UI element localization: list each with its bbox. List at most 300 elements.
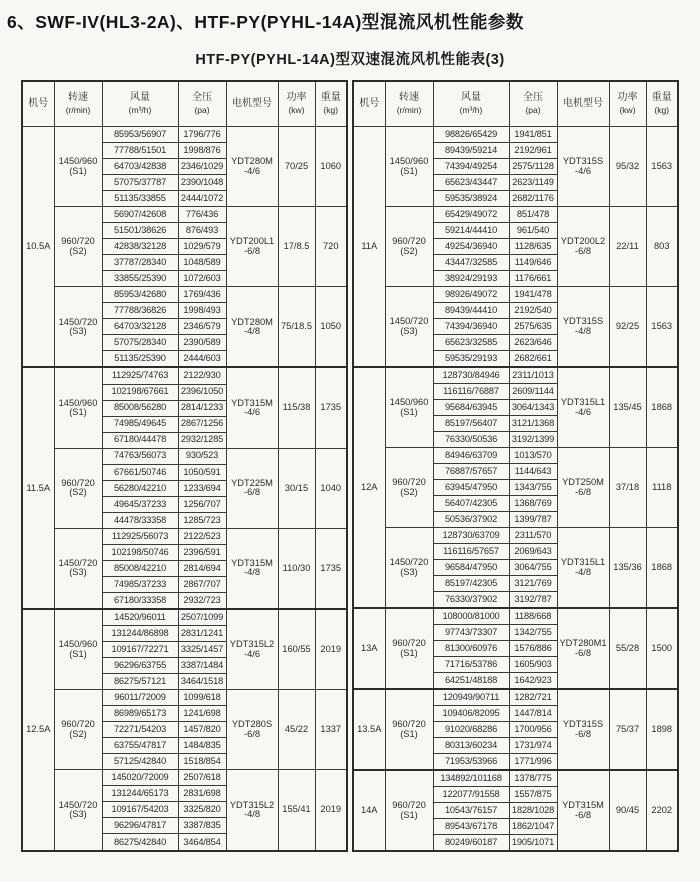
column-header-3: 全压 (pa): [178, 81, 226, 127]
motor-model-cell: YDT315L2 -4/8: [226, 770, 278, 851]
flow-cell: 96296/47817: [102, 818, 178, 834]
machine-number-cell: 14A: [353, 770, 385, 851]
pressure-cell: 1285/723: [178, 512, 226, 528]
pressure-cell: 2682/1176: [509, 191, 557, 207]
table-row: [353, 689, 678, 706]
motor-model-cell: YDT315L1 -4/8: [557, 528, 609, 609]
machine-number-cell: 10.5A: [22, 127, 54, 368]
flow-cell: 116116/57657: [433, 544, 509, 560]
pressure-cell: 2069/643: [509, 544, 557, 560]
motor-model-cell: YDT280S -6/8: [226, 690, 278, 770]
pressure-cell: 2814/694: [178, 560, 226, 576]
flow-cell: 74763/56073: [102, 448, 178, 464]
pressure-cell: 1282/721: [509, 689, 557, 706]
flow-cell: 98826/65429: [433, 127, 509, 143]
flow-cell: 65623/43447: [433, 175, 509, 191]
flow-cell: 128730/63709: [433, 528, 509, 544]
flow-cell: 122077/91558: [433, 787, 509, 803]
power-cell: 30/15: [278, 448, 315, 528]
speed-cell: 1450/960 (S1): [385, 367, 433, 448]
flow-cell: 64703/42838: [102, 159, 178, 175]
weight-cell: 1735: [315, 528, 347, 609]
flow-cell: 84946/63709: [433, 448, 509, 464]
weight-cell: 1118: [646, 448, 678, 528]
header-row: [22, 81, 347, 127]
flow-cell: 71953/53966: [433, 754, 509, 771]
motor-model-cell: YDT315S -6/8: [557, 689, 609, 770]
pressure-cell: 1941/478: [509, 287, 557, 303]
speed-cell: 960/720 (S2): [385, 207, 433, 287]
flow-cell: 89543/67178: [433, 819, 509, 835]
flow-cell: 67180/44478: [102, 432, 178, 448]
flow-cell: 56907/42608: [102, 207, 178, 223]
column-header-6: 重量 (kg): [315, 81, 347, 127]
pressure-cell: 776/436: [178, 207, 226, 223]
pressure-cell: 2507/1099: [178, 609, 226, 626]
pressure-cell: 1576/886: [509, 641, 557, 657]
pressure-cell: 2623/1149: [509, 175, 557, 191]
speed-cell: 960/720 (S1): [385, 689, 433, 770]
motor-model-cell: YDT200L2 -6/8: [557, 207, 609, 287]
flow-cell: 85197/42305: [433, 576, 509, 592]
table-row: [22, 528, 347, 544]
table-row: [353, 367, 678, 384]
machine-number-cell: 13A: [353, 608, 385, 689]
column-header-1: 转速 (r/min): [385, 81, 433, 127]
weight-cell: 2202: [646, 770, 678, 851]
pressure-cell: 2396/591: [178, 544, 226, 560]
pressure-cell: 1905/1071: [509, 835, 557, 852]
flow-cell: 109167/72271: [102, 642, 178, 658]
flow-cell: 85953/42680: [102, 287, 178, 303]
pressure-cell: 1771/996: [509, 754, 557, 771]
weight-cell: 720: [315, 207, 347, 287]
pressure-cell: 3325/1457: [178, 642, 226, 658]
speed-cell: 1450/960 (S1): [385, 127, 433, 207]
speed-cell: 1450/960 (S1): [54, 127, 102, 207]
speed-cell: 1450/960 (S1): [54, 609, 102, 690]
pressure-cell: 2122/523: [178, 528, 226, 544]
pressure-cell: 3387/1484: [178, 658, 226, 674]
pressure-cell: 2831/1241: [178, 625, 226, 641]
table-row: [22, 690, 347, 706]
motor-model-cell: YDT315M -4/6: [226, 367, 278, 448]
flow-cell: 112925/56073: [102, 528, 178, 544]
column-header-5: 功率 (kw): [278, 81, 315, 127]
pressure-cell: 2390/1048: [178, 175, 226, 191]
pressure-cell: 2507/618: [178, 770, 226, 786]
flow-cell: 63945/47950: [433, 480, 509, 496]
flow-cell: 43447/32585: [433, 255, 509, 271]
speed-cell: 960/720 (S2): [54, 207, 102, 287]
pressure-cell: 1072/603: [178, 271, 226, 287]
motor-model-cell: YDT280M -4/8: [226, 287, 278, 368]
column-header-4: 电机型号: [557, 81, 609, 127]
pressure-cell: 1862/1047: [509, 819, 557, 835]
pressure-cell: 1828/1028: [509, 803, 557, 819]
pressure-cell: 1796/776: [178, 127, 226, 143]
machine-number-cell: 11.5A: [22, 367, 54, 608]
pressure-cell: 2192/540: [509, 303, 557, 319]
column-header-6: 重量 (kg): [646, 81, 678, 127]
flow-cell: 85008/42210: [102, 560, 178, 576]
tables-container: [0, 80, 700, 852]
pressure-cell: 1642/923: [509, 673, 557, 690]
flow-cell: 49645/37233: [102, 496, 178, 512]
weight-cell: 1563: [646, 127, 678, 207]
flow-cell: 64251/48188: [433, 673, 509, 690]
flow-cell: 89439/44410: [433, 303, 509, 319]
flow-cell: 112925/74763: [102, 367, 178, 384]
pressure-cell: 1343/755: [509, 480, 557, 496]
pressure-cell: 3192/787: [509, 592, 557, 609]
flow-cell: 56280/42210: [102, 480, 178, 496]
pressure-cell: 2867/707: [178, 576, 226, 592]
flow-cell: 85008/56280: [102, 400, 178, 416]
pressure-cell: 1128/635: [509, 239, 557, 255]
weight-cell: 2019: [315, 770, 347, 851]
motor-model-cell: YDT315L2 -4/6: [226, 609, 278, 690]
column-header-2: 风量 (m³/h): [433, 81, 509, 127]
pressure-cell: 961/540: [509, 223, 557, 239]
flow-cell: 86275/42840: [102, 834, 178, 851]
machine-number-cell: 12A: [353, 367, 385, 608]
weight-cell: 2019: [315, 609, 347, 690]
pressure-cell: 2311/1013: [509, 367, 557, 384]
pressure-cell: 1149/646: [509, 255, 557, 271]
machine-number-cell: 13.5A: [353, 689, 385, 770]
pressure-cell: 2390/589: [178, 335, 226, 351]
weight-cell: 1337: [315, 690, 347, 770]
pressure-cell: 1342/755: [509, 625, 557, 641]
performance-table-right: [352, 80, 679, 852]
pressure-cell: 2831/698: [178, 786, 226, 802]
power-cell: 45/22: [278, 690, 315, 770]
power-cell: 22/11: [609, 207, 646, 287]
speed-cell: 960/720 (S2): [54, 690, 102, 770]
flow-cell: 109406/82095: [433, 706, 509, 722]
pressure-cell: 1447/814: [509, 706, 557, 722]
power-cell: 90/45: [609, 770, 646, 851]
motor-model-cell: YDT280M -4/6: [226, 127, 278, 207]
column-header-1: 转速 (r/min): [54, 81, 102, 127]
flow-cell: 42838/32128: [102, 239, 178, 255]
table-row: [353, 287, 678, 303]
pressure-cell: 3064/755: [509, 560, 557, 576]
flow-cell: 74985/37233: [102, 576, 178, 592]
table-row: [353, 207, 678, 223]
motor-model-cell: YDT315L1 -4/6: [557, 367, 609, 448]
pressure-cell: 2682/661: [509, 351, 557, 368]
speed-cell: 1450/720 (S3): [385, 528, 433, 609]
pressure-cell: 876/493: [178, 223, 226, 239]
power-cell: 55/28: [609, 608, 646, 689]
flow-cell: 71716/53786: [433, 657, 509, 673]
motor-model-cell: YDT280M1 -6/8: [557, 608, 609, 689]
pressure-cell: 2575/1128: [509, 159, 557, 175]
power-cell: 135/45: [609, 367, 646, 448]
pressure-cell: 2192/961: [509, 143, 557, 159]
pressure-cell: 3464/1518: [178, 674, 226, 690]
pressure-cell: 1029/579: [178, 239, 226, 255]
flow-cell: 49254/36940: [433, 239, 509, 255]
power-cell: 37/18: [609, 448, 646, 528]
flow-cell: 77788/51501: [102, 143, 178, 159]
pressure-cell: 1368/769: [509, 496, 557, 512]
pressure-cell: 2867/1256: [178, 416, 226, 432]
flow-cell: 98926/49072: [433, 287, 509, 303]
table-subtitle: HTF-PY(PYHL-14A)型双速混流风机性能表(3): [195, 52, 505, 68]
flow-cell: 50536/37902: [433, 512, 509, 528]
weight-cell: 1500: [646, 608, 678, 689]
flow-cell: 76887/57657: [433, 464, 509, 480]
flow-cell: 57075/37787: [102, 175, 178, 191]
pressure-cell: 1700/956: [509, 722, 557, 738]
machine-number-cell: 12.5A: [22, 609, 54, 851]
table-row: [353, 528, 678, 544]
pressure-cell: 2932/723: [178, 592, 226, 609]
pressure-cell: 851/478: [509, 207, 557, 223]
flow-cell: 145020/72009: [102, 770, 178, 786]
power-cell: 135/36: [609, 528, 646, 609]
power-cell: 92/25: [609, 287, 646, 368]
flow-cell: 109167/54203: [102, 802, 178, 818]
flow-cell: 102198/50746: [102, 544, 178, 560]
table-row: [353, 127, 678, 143]
flow-cell: 86275/57121: [102, 674, 178, 690]
flow-cell: 51135/25390: [102, 351, 178, 368]
flow-cell: 85953/56907: [102, 127, 178, 143]
flow-cell: 74985/49645: [102, 416, 178, 432]
pressure-cell: 1998/493: [178, 303, 226, 319]
speed-cell: 1450/960 (S1): [54, 367, 102, 448]
table-row: [353, 608, 678, 625]
speed-cell: 1450/720 (S3): [54, 770, 102, 851]
weight-cell: 1563: [646, 287, 678, 368]
speed-cell: 960/720 (S2): [54, 448, 102, 528]
flow-cell: 38924/29193: [433, 271, 509, 287]
pressure-cell: 3121/769: [509, 576, 557, 592]
flow-cell: 59214/44410: [433, 223, 509, 239]
pressure-cell: 1998/876: [178, 143, 226, 159]
table-row: [353, 770, 678, 787]
pressure-cell: 1013/570: [509, 448, 557, 464]
pressure-cell: 1256/707: [178, 496, 226, 512]
flow-cell: 120949/90711: [433, 689, 509, 706]
flow-cell: 85197/56407: [433, 416, 509, 432]
motor-model-cell: YDT200L1 -6/8: [226, 207, 278, 287]
column-header-0: 机号: [353, 81, 385, 127]
pressure-cell: 1731/974: [509, 738, 557, 754]
table-row: [22, 127, 347, 143]
pressure-cell: 2932/1285: [178, 432, 226, 448]
power-cell: 95/32: [609, 127, 646, 207]
flow-cell: 131244/86898: [102, 625, 178, 641]
pressure-cell: 1233/694: [178, 480, 226, 496]
pressure-cell: 1188/668: [509, 608, 557, 625]
flow-cell: 14520/96011: [102, 609, 178, 626]
weight-cell: 1735: [315, 367, 347, 448]
pressure-cell: 3064/1343: [509, 400, 557, 416]
pressure-cell: 1399/787: [509, 512, 557, 528]
flow-cell: 37787/28340: [102, 255, 178, 271]
power-cell: 75/37: [609, 689, 646, 770]
pressure-cell: 3387/835: [178, 818, 226, 834]
power-cell: 115/38: [278, 367, 315, 448]
flow-cell: 67661/50746: [102, 464, 178, 480]
flow-cell: 134892/101168: [433, 770, 509, 787]
pressure-cell: 3121/1368: [509, 416, 557, 432]
flow-cell: 81300/60976: [433, 641, 509, 657]
weight-cell: 803: [646, 207, 678, 287]
flow-cell: 74394/49254: [433, 159, 509, 175]
motor-model-cell: YDT315S -4/6: [557, 127, 609, 207]
pressure-cell: 1241/698: [178, 706, 226, 722]
column-header-4: 电机型号: [226, 81, 278, 127]
flow-cell: 96296/63755: [102, 658, 178, 674]
flow-cell: 86989/65173: [102, 706, 178, 722]
pressure-cell: 3192/1399: [509, 432, 557, 448]
pressure-cell: 2814/1233: [178, 400, 226, 416]
power-cell: 110/30: [278, 528, 315, 609]
flow-cell: 59535/29193: [433, 351, 509, 368]
pressure-cell: 1144/643: [509, 464, 557, 480]
pressure-cell: 1941/851: [509, 127, 557, 143]
pressure-cell: 1557/875: [509, 787, 557, 803]
pressure-cell: 1518/854: [178, 754, 226, 770]
flow-cell: 44478/33358: [102, 512, 178, 528]
pressure-cell: 1457/820: [178, 722, 226, 738]
speed-cell: 960/720 (S1): [385, 608, 433, 689]
flow-cell: 57125/42840: [102, 754, 178, 770]
pressure-cell: 2575/635: [509, 319, 557, 335]
flow-cell: 91020/68286: [433, 722, 509, 738]
table-row: [22, 448, 347, 464]
flow-cell: 64703/32128: [102, 319, 178, 335]
weight-cell: 1060: [315, 127, 347, 207]
flow-cell: 131244/65173: [102, 786, 178, 802]
motor-model-cell: YDT225M -6/8: [226, 448, 278, 528]
column-header-2: 风量 (m³/h): [102, 81, 178, 127]
flow-cell: 63755/47817: [102, 738, 178, 754]
flow-cell: 108000/81000: [433, 608, 509, 625]
document-page: [0, 9, 700, 882]
flow-cell: 102198/67661: [102, 384, 178, 400]
motor-model-cell: YDT315S -4/8: [557, 287, 609, 368]
speed-cell: 960/720 (S2): [385, 448, 433, 528]
power-cell: 17/8.5: [278, 207, 315, 287]
page-title: 6、SWF-IV(HL3-2A)、HTF-PY(PYHL-14A)型混流风机性能参数: [7, 12, 524, 32]
flow-cell: 57075/28340: [102, 335, 178, 351]
flow-cell: 51501/38626: [102, 223, 178, 239]
flow-cell: 80249/60187: [433, 835, 509, 852]
motor-model-cell: YDT250M -6/8: [557, 448, 609, 528]
power-cell: 160/55: [278, 609, 315, 690]
flow-cell: 128730/84946: [433, 367, 509, 384]
table-row: [22, 770, 347, 786]
flow-cell: 67180/33358: [102, 592, 178, 609]
pressure-cell: 2311/570: [509, 528, 557, 544]
pressure-cell: 2346/579: [178, 319, 226, 335]
pressure-cell: 2444/603: [178, 351, 226, 368]
weight-cell: 1868: [646, 528, 678, 609]
table-row: [22, 207, 347, 223]
pressure-cell: 1050/591: [178, 464, 226, 480]
flow-cell: 59535/38924: [433, 191, 509, 207]
power-cell: 70/25: [278, 127, 315, 207]
power-cell: 155/41: [278, 770, 315, 851]
machine-number-cell: 11A: [353, 127, 385, 368]
flow-cell: 33855/25390: [102, 271, 178, 287]
motor-model-cell: YDT315M -4/8: [226, 528, 278, 609]
speed-cell: 1450/720 (S3): [54, 287, 102, 368]
flow-cell: 95684/63945: [433, 400, 509, 416]
pressure-cell: 1176/661: [509, 271, 557, 287]
power-cell: 75/18.5: [278, 287, 315, 368]
pressure-cell: 1099/618: [178, 690, 226, 706]
pressure-cell: 2609/1144: [509, 384, 557, 400]
flow-cell: 97743/73307: [433, 625, 509, 641]
flow-cell: 76330/37902: [433, 592, 509, 609]
pressure-cell: 3325/820: [178, 802, 226, 818]
pressure-cell: 2396/1050: [178, 384, 226, 400]
flow-cell: 10543/76157: [433, 803, 509, 819]
pressure-cell: 3464/854: [178, 834, 226, 851]
pressure-cell: 1484/835: [178, 738, 226, 754]
speed-cell: 960/720 (S1): [385, 770, 433, 851]
table-row: [353, 448, 678, 464]
pressure-cell: 2623/646: [509, 335, 557, 351]
table-row: [22, 287, 347, 303]
speed-cell: 1450/720 (S3): [54, 528, 102, 609]
flow-cell: 96584/47950: [433, 560, 509, 576]
pressure-cell: 2444/1072: [178, 191, 226, 207]
pressure-cell: 2346/1029: [178, 159, 226, 175]
flow-cell: 116116/76887: [433, 384, 509, 400]
motor-model-cell: YDT315M -6/8: [557, 770, 609, 851]
pressure-cell: 930/523: [178, 448, 226, 464]
flow-cell: 76330/50536: [433, 432, 509, 448]
flow-cell: 89439/59214: [433, 143, 509, 159]
column-header-0: 机号: [22, 81, 54, 127]
column-header-3: 全压 (pa): [509, 81, 557, 127]
flow-cell: 77788/36826: [102, 303, 178, 319]
weight-cell: 1040: [315, 448, 347, 528]
header-row: [353, 81, 678, 127]
flow-cell: 80313/60234: [433, 738, 509, 754]
performance-table-left: [21, 80, 348, 852]
pressure-cell: 2122/930: [178, 367, 226, 384]
flow-cell: 51135/33855: [102, 191, 178, 207]
flow-cell: 65623/32585: [433, 335, 509, 351]
flow-cell: 74394/36940: [433, 319, 509, 335]
flow-cell: 72271/54203: [102, 722, 178, 738]
weight-cell: 1898: [646, 689, 678, 770]
pressure-cell: 1769/436: [178, 287, 226, 303]
pressure-cell: 1048/589: [178, 255, 226, 271]
pressure-cell: 1378/775: [509, 770, 557, 787]
flow-cell: 65429/49072: [433, 207, 509, 223]
weight-cell: 1868: [646, 367, 678, 448]
pressure-cell: 1605/903: [509, 657, 557, 673]
flow-cell: 96011/72009: [102, 690, 178, 706]
flow-cell: 56407/42305: [433, 496, 509, 512]
column-header-5: 功率 (kw): [609, 81, 646, 127]
speed-cell: 1450/720 (S3): [385, 287, 433, 368]
weight-cell: 1050: [315, 287, 347, 368]
table-row: [22, 367, 347, 384]
table-row: [22, 609, 347, 626]
